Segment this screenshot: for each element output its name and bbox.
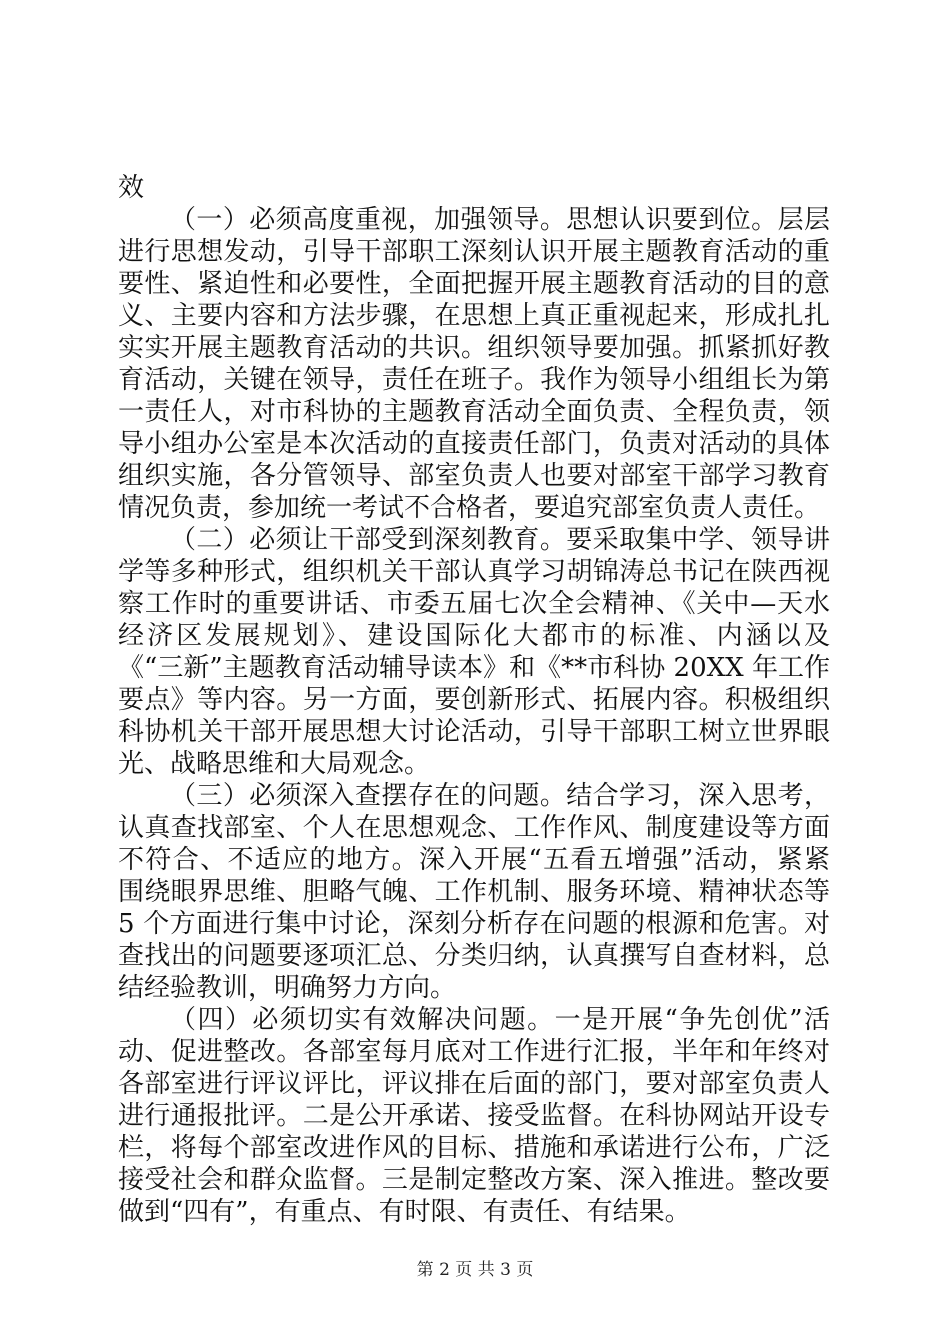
text-line: 科协机关干部开展思想大讨论活动，引导干部职工树立世界眼: [118, 717, 830, 747]
text-line: 义、主要内容和方法步骤，在思想上真正重视起来，形成扎扎: [118, 301, 830, 331]
text-line: 栏，将每个部室改进作风的目标、措施和承诺进行公布，广泛: [118, 1133, 830, 1163]
text-line: 察工作时的重要讲话、市委五届七次全会精神、《关中—天水: [118, 589, 830, 619]
text-line: 《“三新”主题教育活动辅导读本》和《**市科协 20XX 年工作: [118, 653, 830, 683]
text-line: 效: [118, 173, 145, 203]
text-line: 一责任人，对市科协的主题教育活动全面负责、全程负责，领: [118, 397, 830, 427]
text-line: （二）必须让干部受到深刻教育。要采取集中学、领导讲: [170, 525, 830, 555]
text-line: （四）必须切实有效解决问题。一是开展“争先创优”活: [170, 1005, 830, 1035]
text-line: 组织实施，各分管领导、部室负责人也要对部室干部学习教育: [118, 461, 830, 491]
text-line: 认真查找部室、个人在思想观念、工作作风、制度建设等方面: [118, 813, 830, 843]
text-line: 经济区发展规划》、建设国际化大都市的标准、内涵以及: [118, 621, 830, 651]
text-line: 导小组办公室是本次活动的直接责任部门，负责对活动的具体: [118, 429, 830, 459]
text-line: 要点》等内容。另一方面，要创新形式、拓展内容。积极组织: [118, 685, 830, 715]
text-line: 动、促进整改。各部室每月底对工作进行汇报，半年和年终对: [118, 1037, 830, 1067]
text-line: 围绕眼界思维、胆略气魄、工作机制、服务环境、精神状态等: [118, 877, 830, 907]
text-line: 情况负责，参加统一考试不合格者，要追究部室负责人责任。: [118, 493, 821, 523]
text-line: 不符合、不适应的地方。深入开展“五看五增强”活动，紧紧: [118, 845, 830, 875]
text-line: 查找出的问题要逐项汇总、分类归纳，认真撰写自查材料，总: [118, 941, 830, 971]
text-line: 结经验教训，明确努力方向。: [118, 973, 457, 1003]
document-body: [118, 172, 830, 1228]
text-line: 要性、紧迫性和必要性，全面把握开展主题教育活动的目的意: [118, 269, 830, 299]
text-line: 光、战略思维和大局观念。: [118, 749, 431, 779]
text-line: 育活动，关键在领导，责任在班子。我作为领导小组组长为第: [118, 365, 830, 395]
text-line: 学等多种形式，组织机关干部认真学习胡锦涛总书记在陕西视: [118, 557, 830, 587]
text-line: 各部室进行评议评比，评议排在后面的部门，要对部室负责人: [118, 1069, 830, 1099]
text-line: 接受社会和群众监督。三是制定整改方案、深入推进。整改要: [118, 1165, 830, 1195]
text-line: 做到“四有”，有重点、有时限、有责任、有结果。: [118, 1197, 691, 1227]
text-line: 5 个方面进行集中讨论，深刻分析存在问题的根源和危害。对: [118, 909, 830, 939]
text-line: 进行通报批评。二是公开承诺、接受监督。在科协网站开设专: [118, 1101, 830, 1131]
page-footer: 第 2 页 共 3 页: [416, 1260, 534, 1280]
text-line: 进行思想发动，引导干部职工深刻认识开展主题教育活动的重: [118, 237, 830, 267]
text-line: （一）必须高度重视，加强领导。思想认识要到位。层层: [170, 205, 830, 235]
text-line: （三）必须深入查摆存在的问题。结合学习，深入思考，: [170, 781, 830, 811]
text-line: 实实开展主题教育活动的共识。组织领导要加强。抓紧抓好教: [118, 333, 830, 363]
